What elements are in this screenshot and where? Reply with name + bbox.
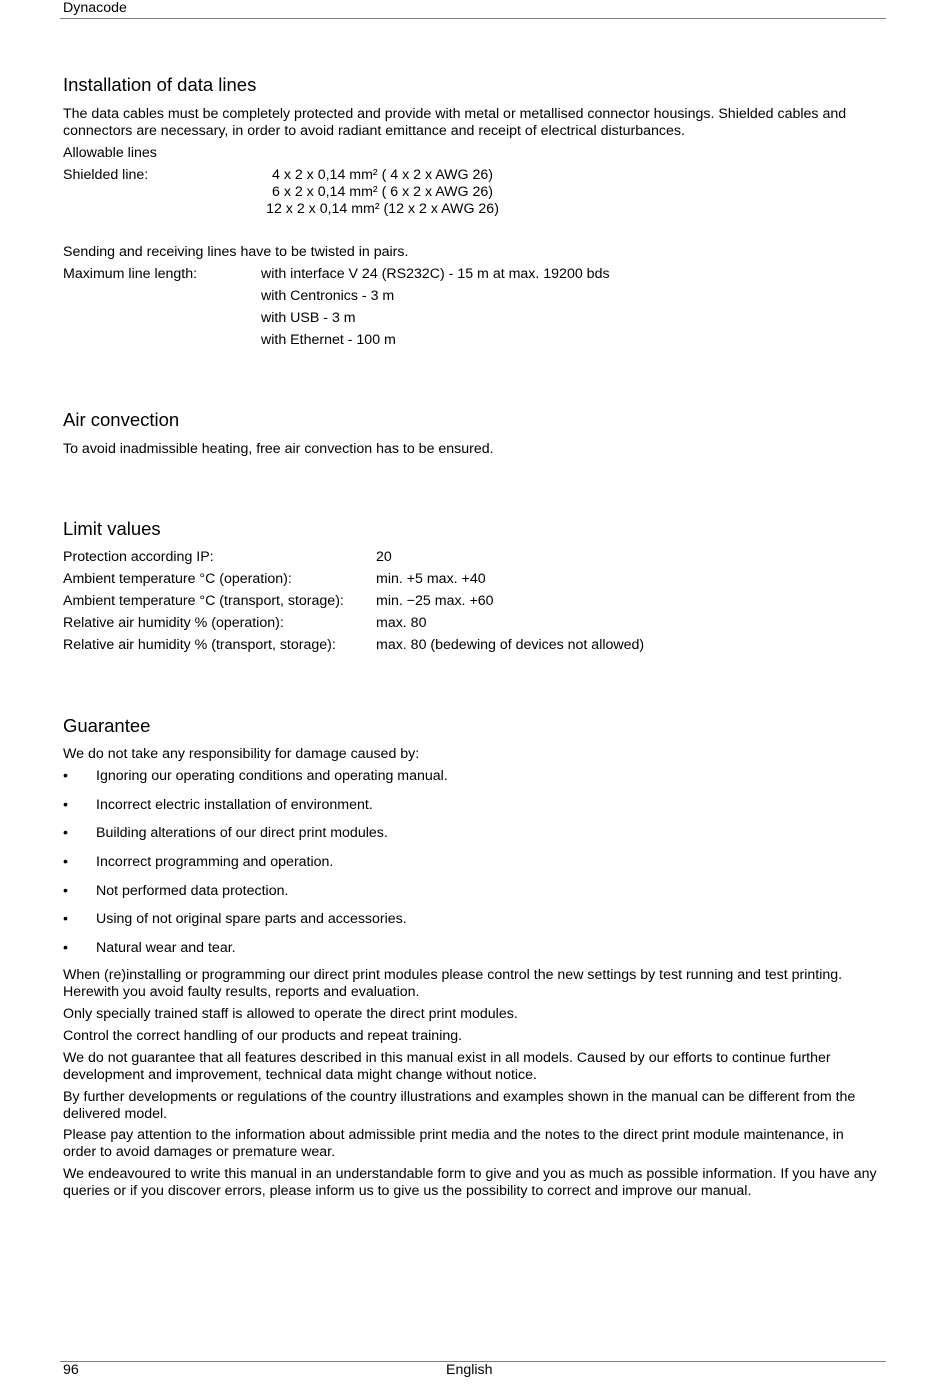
guarantee-bullet-item: Using of not original spare parts and accessories. bbox=[96, 911, 407, 927]
max-length-centronics: with Centronics - 3 m bbox=[261, 288, 395, 304]
guarantee-bullet-item: Natural wear and tear. bbox=[96, 940, 236, 956]
guarantee-bullet-item: Incorrect electric installation of environment. bbox=[96, 797, 373, 813]
limit-label-humidity-storage: Relative air humidity % (transport, storage): bbox=[63, 637, 336, 653]
bullet-marker: • bbox=[63, 797, 68, 813]
max-length-rs232: with interface V 24 (RS232C) - 15 m at max. 19200 bds bbox=[261, 266, 610, 282]
limit-value-protection: 20 bbox=[376, 549, 392, 565]
max-length-usb: with USB - 3 m bbox=[261, 310, 356, 326]
guarantee-paragraph: When (re)installing or programming our direct print modules please control the new settings by test running and test printing. Herewith you avoid faulty results, reports and evaluation. bbox=[63, 967, 843, 1000]
shielded-value-1: 4 x 2 x 0,14 mm² ( 4 x 2 x AWG 26) bbox=[271, 167, 494, 183]
section-heading-limit-values: Limit values bbox=[63, 518, 161, 539]
bullet-marker: • bbox=[63, 911, 68, 927]
bullet-marker: • bbox=[63, 768, 68, 784]
guarantee-paragraph: Please pay attention to the information about admissible print media and the notes to the direct print module maintenance, in order to avoid damages or premature wear. bbox=[63, 1127, 844, 1160]
guarantee-bullet-item: Incorrect programming and operation. bbox=[96, 854, 334, 870]
limit-value-humidity-operation: max. 80 bbox=[376, 615, 427, 631]
air-convection-text: To avoid inadmissible heating, free air convection has to be ensured. bbox=[63, 441, 494, 457]
installation-intro: The data cables must be completely protected and provide with metal or metallised connector housings. Shielded cables and connectors are necessary, in order to avoid radiant emittance and receipt of electrical disturbances. bbox=[63, 106, 847, 139]
limit-label-temp-operation: Ambient temperature °C (operation): bbox=[63, 571, 292, 587]
section-heading-air-convection: Air convection bbox=[63, 409, 180, 430]
shielded-value-2: 6 x 2 x 0,14 mm² ( 6 x 2 x AWG 26) bbox=[271, 184, 494, 200]
section-heading-installation: Installation of data lines bbox=[63, 74, 257, 95]
guarantee-paragraph: By further developments or regulations of the country illustrations and examples shown in the manual can be different from the delivered model. bbox=[63, 1089, 856, 1122]
shielded-value-3: 12 x 2 x 0,14 mm² (12 x 2 x AWG 26) bbox=[266, 201, 499, 217]
guarantee-paragraph: Only specially trained staff is allowed to operate the direct print modules. bbox=[63, 1006, 518, 1022]
allowable-lines-label: Allowable lines bbox=[63, 145, 157, 161]
guarantee-bullet-item: Not performed data protection. bbox=[96, 883, 289, 899]
max-length-ethernet: with Ethernet - 100 m bbox=[261, 332, 396, 348]
guarantee-intro: We do not take any responsibility for damage caused by: bbox=[63, 746, 420, 762]
limit-value-humidity-storage: max. 80 (bedewing of devices not allowed) bbox=[376, 637, 645, 653]
max-line-length-label: Maximum line length: bbox=[63, 266, 198, 282]
guarantee-paragraph: We endeavoured to write this manual in an understandable form to give and you as much as possible information. If you have any queries or if you discover errors, please inform us to give us the possibility to correct and improve our manual. bbox=[63, 1166, 877, 1199]
limit-value-temp-operation: min. +5 max. +40 bbox=[376, 571, 486, 587]
guarantee-bullet-item: Ignoring our operating conditions and operating manual. bbox=[96, 768, 448, 784]
shielded-line-label: Shielded line: bbox=[63, 167, 149, 183]
bullet-marker: • bbox=[63, 825, 68, 841]
header-rule bbox=[60, 18, 886, 19]
guarantee-bullet-item: Building alterations of our direct print modules. bbox=[96, 825, 388, 841]
limit-value-temp-storage: min. −25 max. +60 bbox=[376, 593, 494, 609]
page-number: 96 bbox=[63, 1362, 79, 1378]
limit-label-protection: Protection according IP: bbox=[63, 549, 214, 565]
limit-label-humidity-operation: Relative air humidity % (operation): bbox=[63, 615, 284, 631]
twisted-pairs-note: Sending and receiving lines have to be twisted in pairs. bbox=[63, 244, 409, 260]
guarantee-paragraph: We do not guarantee that all features described in this manual exist in all models. Caused by our efforts to continue further development and improvement, technical data might change without notice. bbox=[63, 1050, 831, 1083]
limit-label-temp-storage: Ambient temperature °C (transport, storage): bbox=[63, 593, 344, 609]
bullet-marker: • bbox=[63, 940, 68, 956]
guarantee-paragraph: Control the correct handling of our products and repeat training. bbox=[63, 1028, 463, 1044]
bullet-marker: • bbox=[63, 854, 68, 870]
footer-language: English bbox=[446, 1362, 493, 1378]
running-header: Dynacode bbox=[63, 0, 127, 16]
bullet-marker: • bbox=[63, 883, 68, 899]
section-heading-guarantee: Guarantee bbox=[63, 715, 151, 736]
